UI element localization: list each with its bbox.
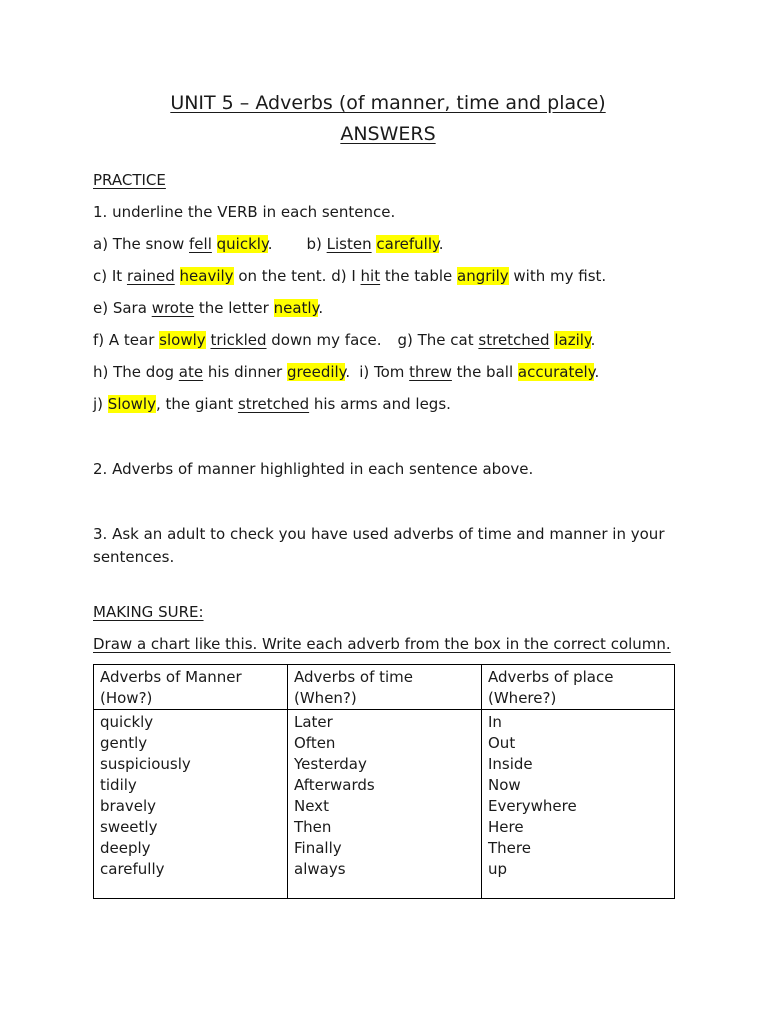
list-item: Here	[488, 818, 524, 836]
list-item: Now	[488, 776, 521, 794]
list-item: quickly	[100, 713, 154, 731]
list-item: deeply	[100, 839, 151, 857]
making-sure-heading: MAKING SURE:	[93, 603, 204, 621]
worksheet-page	[93, 88, 683, 899]
list-item: Then	[294, 818, 332, 836]
list-item: always	[294, 860, 346, 878]
list-item: Out	[488, 734, 516, 752]
chart-instruction: Draw a chart like this. Write each adverb from the box in the correct column.	[93, 635, 671, 653]
question-1: 1. underline the VERB in each sentence.	[93, 203, 396, 221]
adverb-highlight: slowly	[159, 331, 206, 349]
list-item: up	[488, 860, 508, 878]
list-item: Later	[294, 713, 333, 731]
list-item: Everywhere	[488, 797, 577, 815]
list-item: Finally	[294, 839, 342, 857]
list-item: Next	[294, 797, 329, 815]
verb-underline: wrote	[151, 299, 195, 317]
adverb-highlight: carefully	[376, 235, 439, 253]
chart-header-row	[94, 665, 675, 710]
list-item: Inside	[488, 755, 533, 773]
verb-underline: stretched	[237, 395, 310, 413]
list-item: gently	[100, 734, 148, 752]
sentence-c: c) It rained heavily on the tent.	[93, 267, 332, 285]
adverb-highlight: lazily	[554, 331, 591, 349]
list-item: Yesterday	[294, 755, 367, 773]
list-item: suspiciously	[100, 755, 191, 773]
sentence-b: b) Listen carefully.	[306, 235, 444, 253]
sentence-c-d	[93, 265, 683, 287]
list-item: bravely	[100, 797, 157, 815]
header-time: Adverbs of time (When?)	[288, 665, 482, 710]
adverb-highlight: Slowly	[107, 395, 156, 413]
adverb-highlight: greedily	[287, 363, 346, 381]
adverb-highlight: accurately	[517, 363, 595, 381]
list-item: tidily	[100, 776, 137, 794]
verb-underline: fell	[189, 235, 212, 253]
sentence-a: a) The snow fell quickly.	[93, 235, 273, 253]
title-line-1: UNIT 5 – Adverbs (of manner, time and place)	[170, 92, 606, 114]
sentence-a-b	[93, 233, 683, 255]
verb-underline: rained	[126, 267, 175, 285]
header-place: Adverbs of place (Where?)	[482, 665, 675, 710]
list-item: carefully	[100, 860, 165, 878]
title-line-2: ANSWERS	[340, 123, 436, 145]
manner-column	[94, 710, 288, 899]
sentence-i: i) Tom threw the ball accurately.	[359, 363, 600, 381]
question-2: 2. Adverbs of manner highlighted in each sentence above.	[93, 460, 534, 478]
adverb-highlight: neatly	[273, 299, 319, 317]
place-column	[482, 710, 675, 899]
verb-underline: trickled	[210, 331, 267, 349]
question-3: 3. Ask an adult to check you have used adverbs of time and manner in your sentences.	[93, 525, 665, 566]
sentence-h-i	[93, 361, 683, 383]
list-item: Afterwards	[294, 776, 375, 794]
adverb-highlight: angrily	[457, 267, 509, 285]
chart-body-row	[94, 710, 675, 899]
list-item: sweetly	[100, 818, 158, 836]
list-item: Often	[294, 734, 336, 752]
sentence-g: g) The cat stretched lazily.	[397, 331, 596, 349]
sentence-j: j) Slowly, the giant stretched his arms and legs.	[93, 395, 451, 413]
sentence-h: h) The dog ate his dinner greedily.	[93, 363, 351, 381]
verb-underline: threw	[409, 363, 452, 381]
verb-underline: stretched	[478, 331, 550, 349]
practice-heading: PRACTICE	[93, 171, 166, 189]
time-column	[288, 710, 482, 899]
verb-underline: Listen	[326, 235, 372, 253]
adverb-highlight: quickly	[216, 235, 268, 253]
adverb-chart	[93, 664, 675, 899]
sentence-f: f) A tear slowly trickled down my face.	[93, 331, 382, 349]
verb-underline: hit	[360, 267, 381, 285]
sentence-e: e) Sara wrote the letter neatly.	[93, 299, 324, 317]
header-manner: Adverbs of Manner (How?)	[94, 665, 288, 710]
list-item: There	[488, 839, 531, 857]
sentence-d: d) I hit the table angrily with my fist.	[331, 267, 607, 285]
verb-underline: ate	[178, 363, 204, 381]
sentence-f-g	[93, 329, 683, 351]
list-item: In	[488, 713, 502, 731]
adverb-highlight: heavily	[179, 267, 234, 285]
